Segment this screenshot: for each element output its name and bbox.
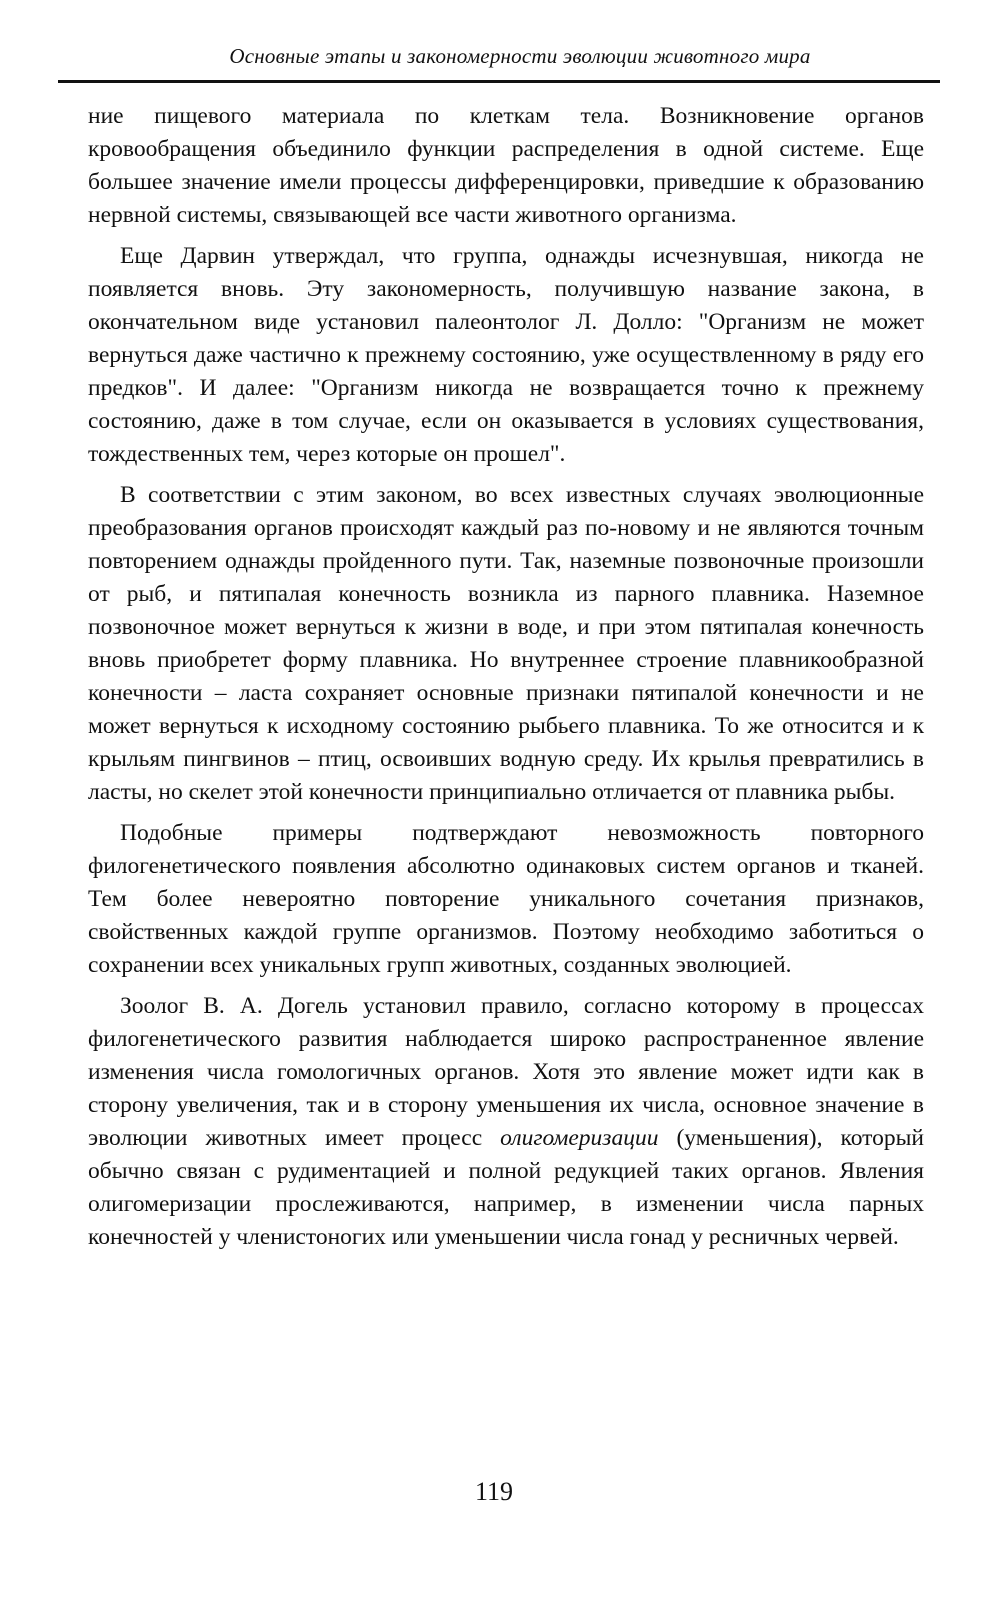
header-rule (58, 80, 940, 83)
italic-term: олигомеризации (500, 1125, 659, 1151)
paragraph-3: В соответствии с этим законом, во всех известных случаях эволюционные преобразования органов происходят каждый раз по-новому и не являются точным повторением однажды пройденного пути. Так, наземные позвоночные произошли от рыб, и пятипалая конечность возникла из парного плавника. Наземное позвоночное может вернуться к жизни в воде, и при этом пятипалая конечность вновь приобретет форму плавника. Но внутреннее строение плавникообразной конечности – ласта сохраняет основные признаки пятипалой конечности и не может вернуться к исходному состоянию рыбьего плавника. То же относится и к крыльям пингвинов – птиц, освоивших водную среду. Их крылья превратились в ласты, но скелет этой конечности принципиально отличается от плавника рыбы. (88, 482, 924, 805)
paragraph-2: Еще Дарвин утверждал, что группа, однажды исчезнувшая, никогда не появляется вновь. Эту закономерность, получившую название закона, в окончательном виде установил палеонтолог Л. Долло: "Организм не может вернуться даже частично к прежнему состоянию, уже осуществленному в ряду его предков". И далее: "Организм никогда не возвращается точно к прежнему состоянию, даже в том случае, если он оказывается в условиях существования, тождественных тем, через которые он прошел". (88, 243, 924, 467)
paragraph-5-text-end: (уменьшения), который обычно связан с рудиментацией и полной редукцией таких органов. Явления олигомеризации прослеживаются, например, в изменении числа парных конечностей у членистоногих или уменьшении числа гонад у ресничных червей. (88, 1125, 924, 1250)
paragraph-4: Подобные примеры подтверждают невозможность повторного филогенетического появления абсолютно одинаковых систем органов и тканей. Тем более невероятно повторение уникального сочетания признаков, свойственных каждой группе организмов. Поэтому необходимо заботиться о сохранении всех уникальных групп животных, созданных эволюцией. (88, 820, 924, 978)
paragraph-5 (88, 990, 924, 1254)
running-head: Основные этапы и закономерности эволюции животного мира (229, 44, 811, 68)
page-body (88, 100, 924, 1262)
page-number: 119 (474, 1477, 514, 1506)
paragraph-1: ние пищевого материала по клеткам тела. Возникновение органов кровообращения объединило функции распределения в одной системе. Еще большее значение имели процессы дифференцировки, приведшие к образованию нервной системы, связывающей все части животного организма. (88, 103, 924, 228)
paragraph-5-text-start: Зоолог В. А. Догель установил правило, согласно которому в процессах филогенетического развития наблюдается широко распространенное явление изменения числа гомологичных органов. Хотя это явление может идти как в сторону увеличения, так и в сторону уменьшения их числа, основное значение в эволюции животных имеет процесс (88, 993, 924, 1151)
